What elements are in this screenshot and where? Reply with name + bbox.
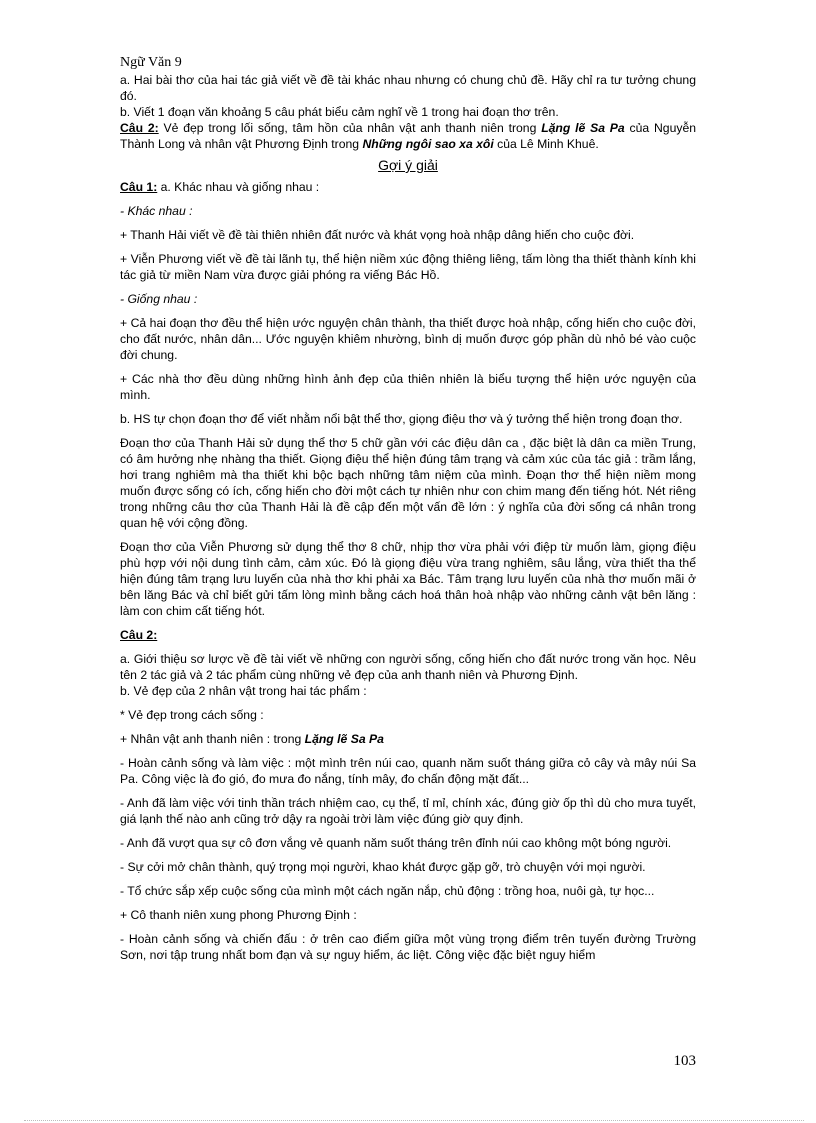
paragraph: Đoạn thơ của Viễn Phương sử dụng thể thơ 8 chữ, nhịp thơ vừa phải với điệp từ muốn làm, giọng điệu phù hợp với nội dung tình cảm, cảm xúc. Đó là giọng điệu vừa trang nghiêm, sâu lắng, vừa thiết tha thể hiện đúng tâm trạng lưu luyến của nhà thơ khi phải xa Bác. Tâm trạng lưu luyến của nhà thơ muốn mãi ở bên lăng Bác và chỉ biết gửi tấm lòng mình bằng cách hoá thân hoà nhập vào những cảnh vật bên lăng : làm con chim cất tiếng hót. [120, 540, 696, 618]
subheading: - Giống nhau : [120, 292, 198, 306]
paragraph: - Anh đã làm việc với tinh thần trách nhiệm cao, cụ thể, tỉ mỉ, chính xác, đúng giờ ốp thì dù cho mưa tuyết, giá lạnh thế nào anh cũng trở dậy ra ngoài trời làm việc đúng giờ quy định. [120, 796, 696, 826]
subheading: - Khác nhau : [120, 204, 193, 218]
page-header: Ngữ Văn 9 [120, 55, 182, 70]
cau2-label: Câu 2: [120, 121, 159, 135]
page-bottom-rule [24, 1120, 804, 1121]
paragraph: - Anh đã vượt qua sự cô đơn vắng vẻ quanh năm suốt tháng trên đỉnh núi cao không một bóng người. [120, 836, 672, 850]
paragraph: + Các nhà thơ đều dùng những hình ảnh đẹp của thiên nhiên là biểu tượng thể hiện ước nguyện của mình. [120, 372, 696, 402]
document-page [120, 54, 696, 971]
work-title: Những ngôi sao xa xôi [362, 137, 494, 151]
paragraph: b. HS tự chọn đoạn thơ để viết nhằm nổi bật thể thơ, giọng điệu thơ và ý tưởng thể hiện trong đoạn thơ. [120, 412, 683, 426]
paragraph: * Vẻ đẹp trong cách sống : [120, 708, 264, 722]
work-title: Lặng lẽ Sa Pa [304, 732, 384, 746]
paragraph: + Nhân vật anh thanh niên : trong Lặng lẽ Sa Pa [120, 732, 384, 746]
paragraph: Đoạn thơ của Thanh Hải sử dụng thể thơ 5 chữ gần với các điệu dân ca , đặc biệt là dân ca miền Trung, có âm hưởng nhẹ nhàng tha thiết. Giọng điệu thể hiện đúng tâm trạng và cảm xúc của tác giả : trầm lắng, hơi trang nghiêm mà tha thiết khi bộc bạch những tâm niệm của mình. Đoạn thơ thể hiện niềm mong muốn được sống có ích, cống hiến cho đời một cách tự nhiên như con chim mang đến tiếng hót. Nét riêng trong những câu thơ của Thanh Hải là đề cập đến một vấn đề lớn : ý nghĩa của đời sống cá nhân trong quan hệ với cộng đồng. [120, 436, 696, 530]
prompt-item-b: b. Viết 1 đoạn văn khoảng 5 câu phát biểu cảm nghĩ về 1 trong hai đoạn thơ trên. [120, 105, 559, 119]
paragraph: - Sự cởi mở chân thành, quý trọng mọi người, khao khát được gặp gỡ, trò chuyện với mọi người. [120, 860, 646, 874]
paragraph: + Cả hai đoạn thơ đều thể hiện ước nguyện chân thành, tha thiết được hoà nhập, cống hiến cho cuộc đời, cho đất nước, nhân dân... Ước nguyện khiêm nhường, bình dị muốn được góp phần dù nhỏ bé vào cuộc đời chung. [120, 316, 696, 362]
paragraph: - Hoàn cảnh sống và làm việc : một mình trên núi cao, quanh năm suốt tháng giữa cỏ cây và mây núi Sa Pa. Công việc là đo gió, đo mưa đo nắng, tính mây, đo chấn động mặt đất... [120, 756, 696, 786]
paragraph: - Hoàn cảnh sống và chiến đấu : ở trên cao điểm giữa một vùng trọng điểm trên tuyến đường Trường Sơn, nơi tập trung nhất bom đạn và sự nguy hiểm, ác liệt. Công việc đặc biệt nguy hiểm [120, 932, 696, 962]
work-title: Lặng lẽ Sa Pa [541, 121, 625, 135]
answer-body [120, 179, 696, 963]
page-number: 103 [673, 1053, 696, 1069]
cau2-heading: Câu 2: [120, 628, 158, 642]
paragraph: + Cô thanh niên xung phong Phương Định : [120, 908, 357, 922]
paragraph: - Tổ chức sắp xếp cuộc sống của mình một cách ngăn nắp, chủ động : trồng hoa, nuôi gà, tự học... [120, 884, 655, 898]
paragraph: + Viễn Phương viết về đề tài lãnh tụ, thể hiện niềm xúc động thiêng liêng, tấm lòng tha thiết thành kính khi tác giả từ miền Nam vừa được giải phóng ra viếng Bác Hồ. [120, 252, 696, 282]
exercise-prompt [120, 72, 696, 152]
paragraph: + Thanh Hải viết về đề tài thiên nhiên đất nước và khát vọng hoà nhập dâng hiến cho cuộc đời. [120, 228, 635, 242]
paragraph: a. Giới thiệu sơ lược về đề tài viết về những con người sống, cống hiến cho đất nước trong văn học. Nêu tên 2 tác giả và 2 tác phẩm cùng những vẻ đẹp của anh thanh niên và Phương Định. b. Vẻ đẹp của 2 nhân vật trong hai tác phẩm : [120, 652, 696, 698]
prompt-cau2: Câu 2: Vẻ đẹp trong lối sống, tâm hồn của nhân vật anh thanh niên trong Lặng lẽ Sa Pa của Nguyễn Thành Long và nhân vật Phương Định trong Những ngôi sao xa xôi của Lê Minh Khuê. [120, 121, 696, 151]
cau1-heading: Câu 1: a. Khác nhau và giống nhau : [120, 180, 320, 194]
prompt-item-a: a. Hai bài thơ của hai tác giả viết về đề tài khác nhau nhưng có chung chủ đề. Hãy chỉ ra tư tưởng chung đó. [120, 73, 696, 103]
section-title: Gợi ý giải [378, 157, 438, 173]
